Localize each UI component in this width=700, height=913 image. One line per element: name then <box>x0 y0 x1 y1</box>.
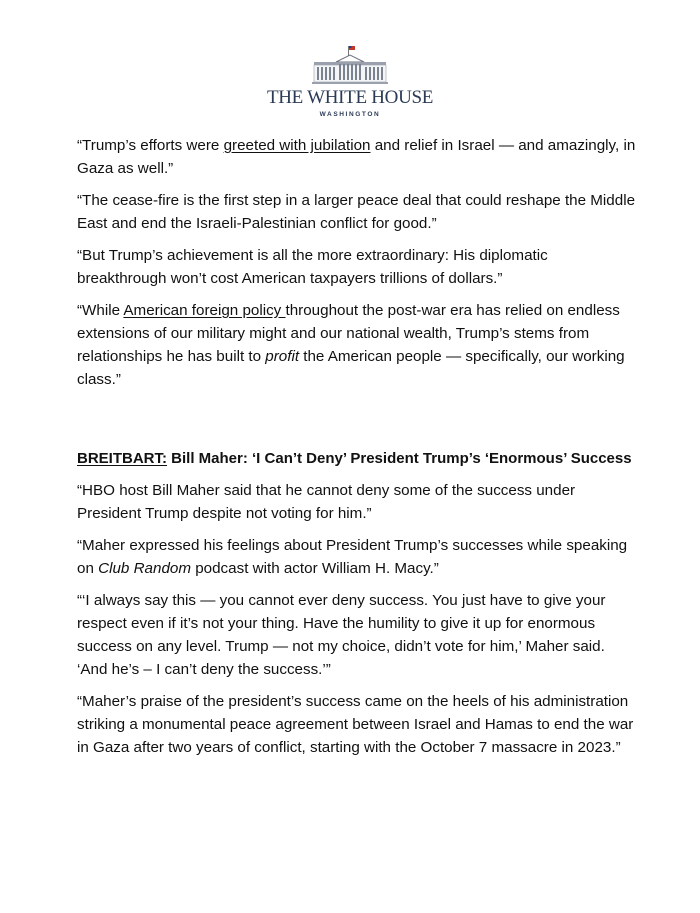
text: podcast with actor William H. Macy.” <box>191 560 439 577</box>
source-link-breitbart[interactable]: BREITBART: <box>77 450 167 467</box>
link-greeted-with-jubilation[interactable]: greeted with jubilation <box>223 137 371 154</box>
text: the American people — specifically, our working class.” <box>77 348 625 388</box>
document-body <box>77 134 637 768</box>
text: throughout the post-war era has relied on endless extensions of our military might and our national wealth, Trump’s stems from relationships he has built to <box>77 302 620 365</box>
article-headline <box>77 447 637 470</box>
quote-paragraph: “‘I always say this — you cannot ever deny success. You just have to give your respect even if it’s not your thing. Have the humility to give it up for enormous success on any level. Trump — not my choice, didn’t vote for him,’ Maher said. ‘And he’s – I can’t deny the success.’” <box>77 592 606 678</box>
white-house-building-icon <box>310 44 390 86</box>
text: and relief in Israel — and amazingly, in Gaza as well.” <box>77 137 636 177</box>
text: “Trump’s efforts were <box>77 137 224 154</box>
italic-text: profit <box>265 348 300 365</box>
link-american-foreign-policy[interactable]: American foreign policy <box>123 302 286 319</box>
quote-paragraph <box>77 534 637 580</box>
letterhead <box>0 44 700 118</box>
italic-text: Club Random <box>98 560 191 577</box>
quote-paragraph: “The cease-fire is the first step in a larger peace deal that could reshape the Middle East and end the Israeli-Palestinian conflict for good.” <box>77 192 636 232</box>
quote-paragraph <box>77 134 637 180</box>
quote-paragraph: “Maher’s praise of the president’s success came on the heels of his administration striking a monumental peace agreement between Israel and Hamas to end the war in Gaza after two years of conflict, starting with the October 7 massacre in 2023.” <box>77 693 634 756</box>
letterhead-title: THE WHITE HOUSE <box>266 87 434 108</box>
text: “Maher expressed his feelings about President Trump’s successes while speaking on <box>77 537 628 577</box>
quote-paragraph: “But Trump’s achievement is all the more extraordinary: His diplomatic breakthrough won’t cost American taxpayers trillions of dollars.” <box>77 247 548 287</box>
text: “While <box>77 302 124 319</box>
quote-paragraph: “HBO host Bill Maher said that he cannot deny some of the success under President Trump despite not voting for him.” <box>77 482 576 522</box>
letterhead-subtitle: WASHINGTON <box>319 111 381 118</box>
headline-text: Bill Maher: ‘I Can’t Deny’ President Trump’s ‘Enormous’ Success <box>167 450 632 467</box>
spacer <box>77 400 637 447</box>
quote-paragraph <box>77 299 637 391</box>
